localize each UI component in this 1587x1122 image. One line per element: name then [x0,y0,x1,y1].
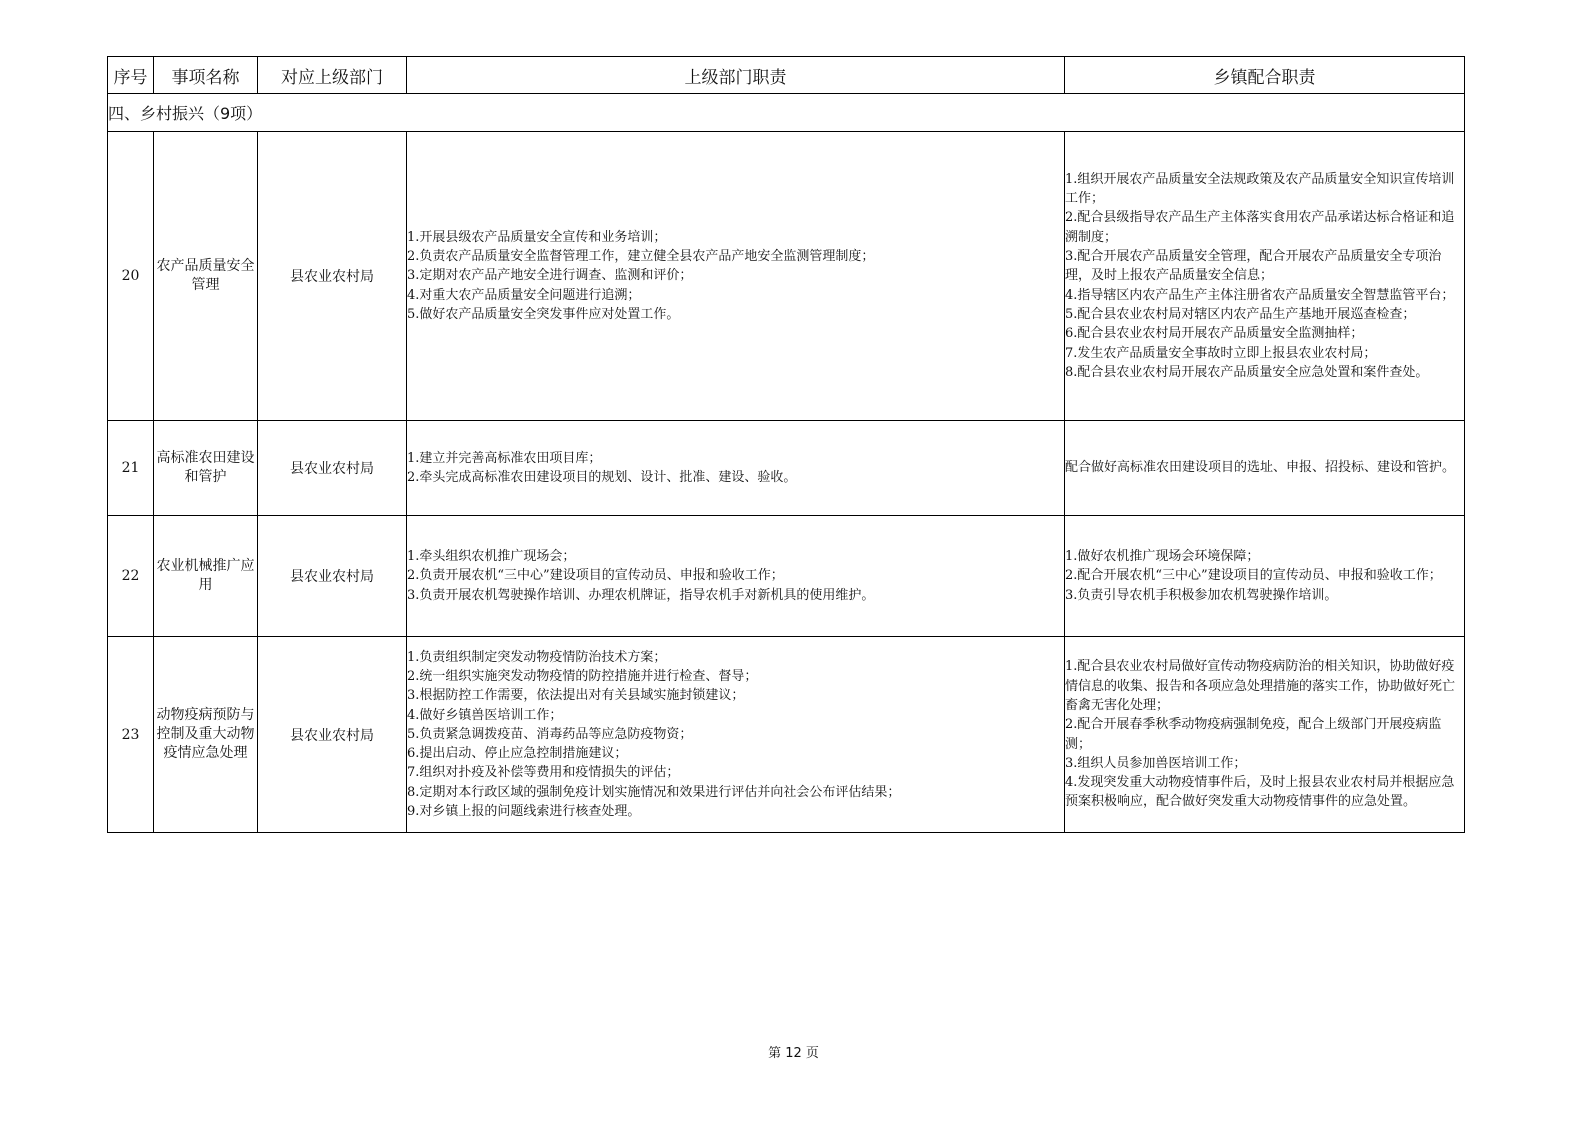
duty-line: 1.建立并完善高标准农田项目库； [407,450,602,466]
header-town-duties: 乡镇配合职责 [1065,57,1465,94]
duty-line: 5.做好农产品质量安全突发事件应对处置工作。 [407,306,680,322]
duty-line: 3.定期对农产品产地安全进行调查、监测和评价； [407,268,693,284]
item-name: 农产品质量安全管理 [154,132,258,421]
duty-line: 2.负责农产品质量安全监督管理工作，建立健全县农产品产地安全监测管理制度； [407,249,875,265]
town-duties [1065,516,1465,637]
duty-line: 5.配合县农业农村局对辖区内农产品生产基地开展巡查检查； [1065,306,1416,322]
item-name: 农业机械推广应用 [154,516,258,637]
row-number: 22 [108,516,154,637]
header-number: 序号 [108,57,154,94]
row-number: 20 [108,132,154,421]
town-duties [1065,637,1465,833]
duty-line: 5.负责紧急调拨疫苗、消毒药品等应急防疫物资； [407,726,693,742]
duty-line: 3.负责引导农机手积极参加农机驾驶操作培训。 [1065,587,1338,603]
town-duties [1065,132,1465,421]
item-name: 动物疫病预防与控制及重大动物疫情应急处理 [154,637,258,833]
duty-line: 2.负责开展农机“三中心”建设项目的宣传动员、申报和验收工作； [407,568,784,584]
row-number: 23 [108,637,154,833]
duty-line: 配合做好高标准农田建设项目的选址、申报、招投标、建设和管护。 [1065,460,1456,476]
duty-line: 1.做好农机推广现场会环境保障； [1065,549,1260,565]
duty-line: 1.配合县农业农村局做好宣传动物疫病防治的相关知识，协助做好疫情信息的收集、报告和各项应急处理措施的落实工作，协助做好死亡畜禽无害化处理； [1065,659,1456,713]
duty-line: 4.对重大农产品质量安全问题进行追溯； [407,287,641,303]
duty-line: 8.定期对本行政区域的强制免疫计划实施情况和效果进行评估并向社会公布评估结果； [407,784,901,800]
duty-line: 4.做好乡镇兽医培训工作； [407,707,563,723]
header-row [108,57,1465,94]
duty-line: 2.配合开展春季秋季动物疫病强制免疫，配合上级部门开展疫病监测； [1065,717,1442,752]
row-number: 21 [108,421,154,516]
header-item-name: 事项名称 [154,57,258,94]
duty-line: 8.配合县农业农村局开展农产品质量安全应急处置和案件查处。 [1065,364,1429,380]
section-row [108,94,1465,132]
duty-line: 2.牵头完成高标准农田建设项目的规划、设计、批准、建设、验收。 [407,470,797,485]
item-name: 高标准农田建设和管护 [154,421,258,516]
duty-line: 6.提出启动、停止应急控制措施建议； [407,746,628,762]
upper-duties [407,132,1065,421]
duty-line: 2.配合开展农机“三中心”建设项目的宣传动员、申报和验收工作； [1065,568,1442,584]
duty-line: 3.配合开展农产品质量安全管理，配合开展农产品质量安全专项治理，及时上报农产品质量安全信息； [1065,249,1442,284]
upper-duties [407,516,1065,637]
duty-line: 4.指导辖区内农产品生产主体注册省农产品质量安全智慧监管平台； [1065,287,1455,303]
page-number: 第 12 页 [768,1046,819,1061]
header-upper-duties: 上级部门职责 [407,57,1065,94]
table-row [108,637,1465,833]
header-upper-dept: 对应上级部门 [258,57,407,94]
duty-line: 1.负责组织制定突发动物疫情防治技术方案； [407,649,667,665]
duty-line: 1.组织开展农产品质量安全法规政策及农产品质量安全知识宣传培训工作； [1065,171,1455,207]
duty-line: 3.负责开展农机驾驶操作培训、办理农机牌证，指导农机手对新机具的使用维护。 [407,587,875,603]
duty-line: 1.开展县级农产品质量安全宣传和业务培训； [407,229,667,245]
duty-line: 2.统一组织实施突发动物疫情的防控措施并进行检查、督导； [407,668,758,684]
duties-table [107,56,1465,833]
duty-line: 7.发生农产品质量安全事故时立即上报县农业农村局； [1065,345,1377,361]
upper-department: 县农业农村局 [258,132,407,421]
duty-line: 7.组织对扑疫及补偿等费用和疫情损失的评估； [407,765,680,781]
duty-line: 9.对乡镇上报的问题线索进行核查处理。 [407,804,641,820]
upper-department: 县农业农村局 [258,516,407,637]
upper-department: 县农业农村局 [258,637,407,833]
section-title: 四、乡村振兴（9项） [108,94,1465,132]
upper-duties [407,637,1065,833]
duty-line: 2.配合县级指导农产品生产主体落实食用农产品承诺达标合格证和追溯制度； [1065,210,1455,245]
duty-line: 4.发现突发重大动物疫情事件后，及时上报县农业农村局并根据应急预案积极响应，配合做好突发重大动物疫情事件的应急处置。 [1065,775,1455,810]
table-row [108,421,1465,516]
table-row [108,516,1465,637]
upper-department: 县农业农村局 [258,421,407,516]
duty-line: 6.配合县农业农村局开展农产品质量安全监测抽样； [1065,326,1364,342]
table-row [108,132,1465,421]
town-duties [1065,421,1465,516]
duty-line: 3.组织人员参加兽医培训工作； [1065,755,1247,771]
duty-line: 1.牵头组织农机推广现场会； [407,549,576,565]
upper-duties [407,421,1065,516]
duty-line: 3.根据防控工作需要，依法提出对有关县域实施封锁建议； [407,688,745,704]
